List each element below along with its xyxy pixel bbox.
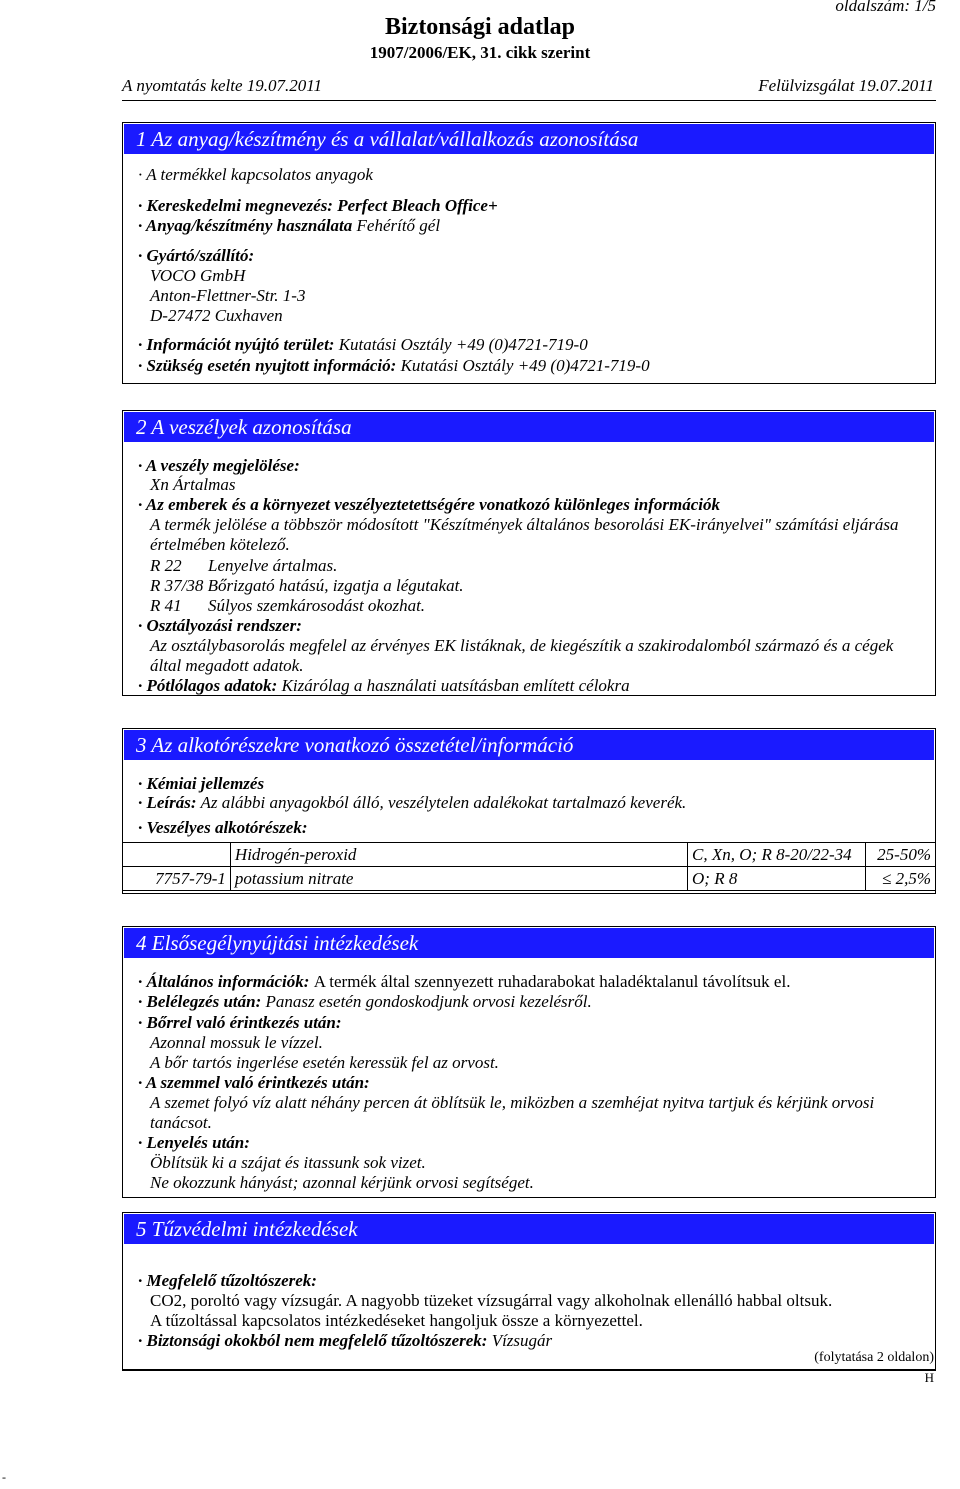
s5-extinguishing-label: · Megfelelő tűzoltószerek:	[138, 1271, 317, 1290]
s2-special-info-label: · Az emberek és a környezet veszélyeztetettségére vonatkozó különleges információk	[138, 495, 721, 514]
s4-inhalation-value: Panasz esetén gondoskodjunk orvosi kezelésről.	[265, 992, 592, 1011]
s1-info-label: · Információt nyújtó terület:	[138, 335, 335, 354]
section-1-title: 1 Az anyag/készítmény és a vállalat/vállalkozás azonosítása	[124, 124, 934, 154]
table-row	[123, 867, 936, 891]
s3-chemical-char: · Kémiai jellemzés	[138, 774, 265, 793]
component-name: Hidrogén-peroxid	[230, 843, 687, 867]
s2-classification-label: · Osztályozási rendszer:	[138, 616, 302, 635]
table-row	[123, 843, 936, 867]
s4-eye-line-1: A szemet folyó víz alatt néhány percen át öblítsük le, miközben a szemhéjat nyitva tartjuk és kérjünk orvosi	[150, 1093, 875, 1112]
s1-info-value: Kutatási Osztály +49 (0)4721-719-0	[338, 335, 588, 354]
s2-r-phrase-22	[150, 556, 337, 576]
component-classification: O; R 8	[688, 867, 866, 891]
s1-address-line-1: VOCO GmbH	[150, 266, 246, 285]
s2-special-info-line-2: értelmében kötelező.	[150, 535, 290, 554]
s2-additional-info	[138, 676, 630, 696]
s1-trade-name-text: · Kereskedelmi megnevezés: Perfect Bleach Office+	[138, 196, 498, 215]
component-concentration: 25-50%	[866, 843, 936, 867]
s4-skin-line-2: A bőr tartós ingerlése esetén keressük fel az orvost.	[150, 1053, 499, 1072]
s2-additional-label: · Pótlólagos adatok:	[138, 676, 278, 695]
s1-address-line-3: D-27472 Cuxhaven	[150, 306, 283, 325]
footer-mark: H	[924, 1370, 934, 1385]
print-date: A nyomtatás kelte 19.07.2011	[122, 76, 323, 95]
s2-special-info-line-1: A termék jelölése a többször módosított "Készítmények általános besorolási EK-irányelvei" számítási eljárása	[150, 515, 899, 534]
s4-ingestion-line-1: Öblítsük ki a szájat és itassunk sok vizet.	[150, 1153, 426, 1172]
s5-extinguishing-line-2: A tűzoltással kapcsolatos intézkedéseket hangoljuk össze a környezettel.	[150, 1311, 643, 1330]
s2-r22-text: Lenyelve ártalmas.	[208, 556, 338, 575]
s2-classification-line-2: által megadott adatok.	[150, 656, 304, 675]
s3-hazardous-components-label: · Veszélyes alkotórészek:	[138, 818, 308, 837]
s4-ingestion-label: · Lenyelés után:	[138, 1133, 250, 1152]
s2-r22-code: R 22	[150, 556, 182, 575]
s1-related-substances: · A termékkel kapcsolatos anyagok	[138, 165, 373, 184]
component-name: potassium nitrate	[230, 867, 687, 891]
s2-hazard-value: Xn Ártalmas	[150, 475, 236, 494]
section-2-title: 2 A veszélyek azonosítása	[124, 412, 934, 442]
continued-note: (folytatása 2 oldalon)	[814, 1350, 934, 1365]
document-title: Biztonsági adatlap	[384, 14, 576, 40]
component-concentration: ≤ 2,5%	[866, 867, 936, 891]
footer-divider	[122, 1370, 936, 1371]
header-divider	[122, 100, 936, 101]
s2-hazard-label: · A veszély megjelölése:	[138, 456, 300, 475]
components-table	[122, 842, 936, 891]
s4-general-info	[138, 972, 790, 992]
s4-general-value: A termék által szennyezett ruhadarabokat haladéktalanul távolítsuk el.	[313, 972, 791, 991]
s1-emergency-label: · Szükség esetén nyujtott információ:	[138, 356, 397, 375]
s1-info-line	[138, 335, 588, 355]
s4-eye-label: · A szemmel való érintkezés után:	[138, 1073, 370, 1092]
s5-unsuitable-label: · Biztonsági okokból nem megfelelő tűzoltószerek:	[138, 1331, 488, 1350]
s2-additional-value: Kizárólag a használati uatsításban említett célokra	[281, 676, 630, 695]
s2-r-phrase-37-38: R 37/38 Bőrizgató hatású, izgatja a légutakat.	[150, 576, 464, 595]
s4-eye-line-2: tanácsot.	[150, 1113, 212, 1132]
s4-general-label: · Általános információk:	[138, 972, 310, 991]
s3-description-value: Az alábbi anyagokból álló, veszélytelen adalékokat tartalmazó keverék.	[200, 793, 687, 812]
s5-unsuitable-value: Vízsugár	[491, 1331, 553, 1350]
s1-trade-name	[138, 196, 498, 216]
s1-emergency-line	[138, 356, 650, 376]
s5-unsuitable	[138, 1331, 552, 1351]
section-4-title: 4 Elsősegélynyújtási intézkedések	[124, 928, 934, 958]
s4-skin-line-1: Azonnal mossuk le vízzel.	[150, 1033, 323, 1052]
s3-description-label: · Leírás:	[138, 793, 197, 812]
s1-address-line-2: Anton-Flettner-Str. 1-3	[150, 286, 306, 305]
section-3-title: 3 Az alkotórészekre vonatkozó összetétel/információ	[124, 730, 934, 760]
s3-description	[138, 793, 686, 813]
document-subtitle: 1907/2006/EK, 31. cikk szerint	[369, 43, 591, 62]
s2-r-phrase-41	[150, 596, 425, 616]
s2-r41-code: R 41	[150, 596, 182, 615]
s2-r41-text: Súlyos szemkárosodást okozhat.	[208, 596, 426, 615]
s2-classification-line-1: Az osztálybasorolás megfelel az érvényes EK listáknak, de kiegészítik a szakirodalomból származó és a cégek	[150, 636, 894, 655]
s5-extinguishing-line-1: CO2, poroltó vagy vízsugár. A nagyobb tüzeket vízsugárral vagy alkoholnak ellenálló habbal oltsuk.	[150, 1291, 833, 1310]
s4-ingestion-line-2: Ne okozzunk hányást; azonnal kérjünk orvosi segítséget.	[150, 1173, 534, 1192]
s1-usage-label: · Anyag/készítmény használata	[138, 216, 353, 235]
section-5-title: 5 Tűzvédelmi intézkedések	[124, 1214, 934, 1244]
s4-skin-label: · Bőrrel való érintkezés után:	[138, 1013, 342, 1032]
page-number: oldalszám: 1/5	[835, 0, 936, 15]
s4-inhalation	[138, 992, 592, 1012]
s1-usage	[138, 216, 440, 236]
component-cas: 7757-79-1	[123, 867, 231, 891]
corner-mark: -	[2, 1470, 6, 1484]
s4-inhalation-label: · Belélegzés után:	[138, 992, 262, 1011]
s1-usage-value: Fehérítő gél	[356, 216, 441, 235]
s1-manufacturer-label: · Gyártó/szállító:	[138, 246, 255, 265]
component-classification: C, Xn, O; R 8-20/22-34	[688, 843, 866, 867]
s1-emergency-value: Kutatási Osztály +49 (0)4721-719-0	[400, 356, 650, 375]
revision-date: Felülvizsgálat 19.07.2011	[758, 76, 934, 95]
component-cas	[123, 843, 231, 867]
